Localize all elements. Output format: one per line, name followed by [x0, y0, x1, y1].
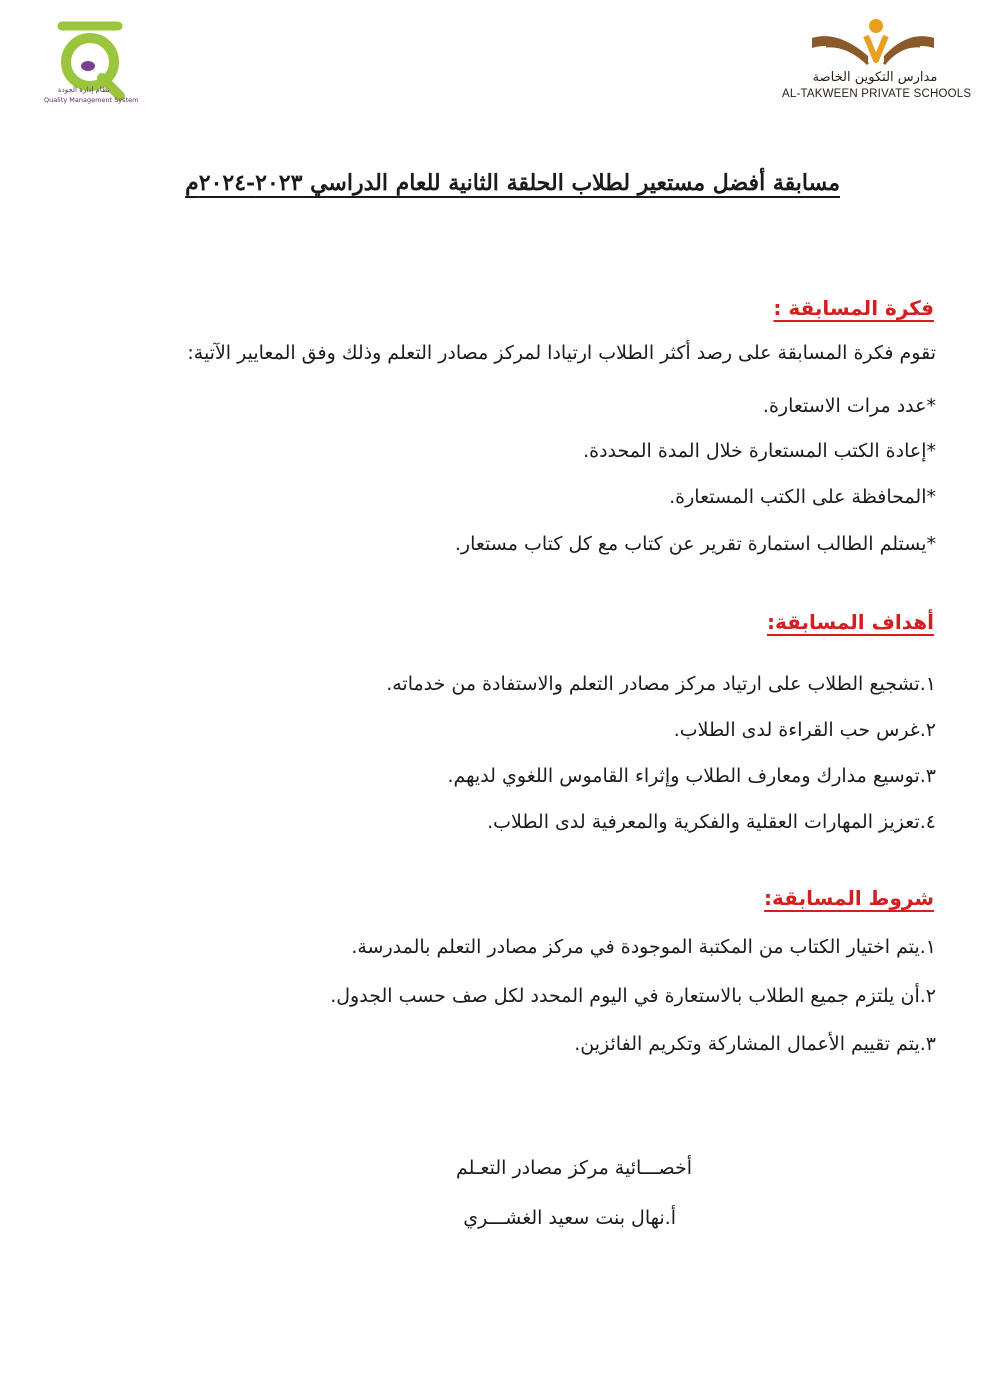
condition-item: ٣.يتم تقييم الأعمال المشاركة وتكريم الفائزين. [574, 1033, 936, 1055]
goals-heading: أهداف المسابقة: [767, 610, 934, 634]
school-name-en: AL-TAKWEEN PRIVATE SCHOOLS [782, 88, 972, 100]
page-title: مسابقة أفضل مستعير لطلاب الحلقة الثانية للعام الدراسي ٢٠٢٣-٢٠٢٤م [185, 170, 840, 196]
goal-item: ٣.توسيع مدارك ومعارف الطلاب وإثراء القاموس اللغوي لديهم. [447, 765, 936, 787]
idea-intro: تقوم فكرة المسابقة على رصد أكثر الطلاب ارتيادا لمركز مصادر التعلم وذلك وفق المعايير الآتية: [187, 342, 936, 364]
criteria-item: *إعادة الكتب المستعارة خلال المدة المحددة. [583, 440, 936, 462]
qms-logo-icon [40, 18, 150, 108]
condition-item: ٢.أن يلتزم جميع الطلاب بالاستعارة في اليوم المحدد لكل صف حسب الجدول. [330, 985, 936, 1007]
qms-caption-ar: نظام إدارة الجودة [58, 86, 110, 94]
criteria-item: *عدد مرات الاستعارة. [762, 395, 936, 417]
signature-role: أخصـــائية مركز مصادر التعـلم [455, 1157, 692, 1179]
conditions-heading: شروط المسابقة: [764, 886, 934, 910]
qms-caption-en: Quality Management System [44, 96, 139, 104]
goal-item: ٢.غرس حب القراءة لدى الطلاب. [673, 719, 936, 741]
condition-item: ١.يتم اختيار الكتاب من المكتبة الموجودة في مركز مصادر التعلم بالمدرسة. [351, 936, 936, 958]
criteria-item: *المحافظة على الكتب المستعارة. [669, 486, 936, 508]
school-name-ar: مدارس التكوين الخاصة [812, 70, 938, 85]
goal-item: ١.تشجيع الطلاب على ارتياد مركز مصادر التعلم والاستفادة من خدماته. [386, 673, 936, 695]
criteria-item: *يستلم الطالب استمارة تقرير عن كتاب مع كل كتاب مستعار. [454, 533, 936, 555]
goal-item: ٤.تعزيز المهارات العقلية والفكرية والمعرفية لدى الطلاب. [487, 811, 936, 833]
book-figure-logo-icon [808, 16, 938, 76]
signature-name: أ.نهال بنت سعيد الغشـــري [463, 1207, 676, 1229]
idea-heading: فكرة المسابقة : [773, 296, 934, 320]
